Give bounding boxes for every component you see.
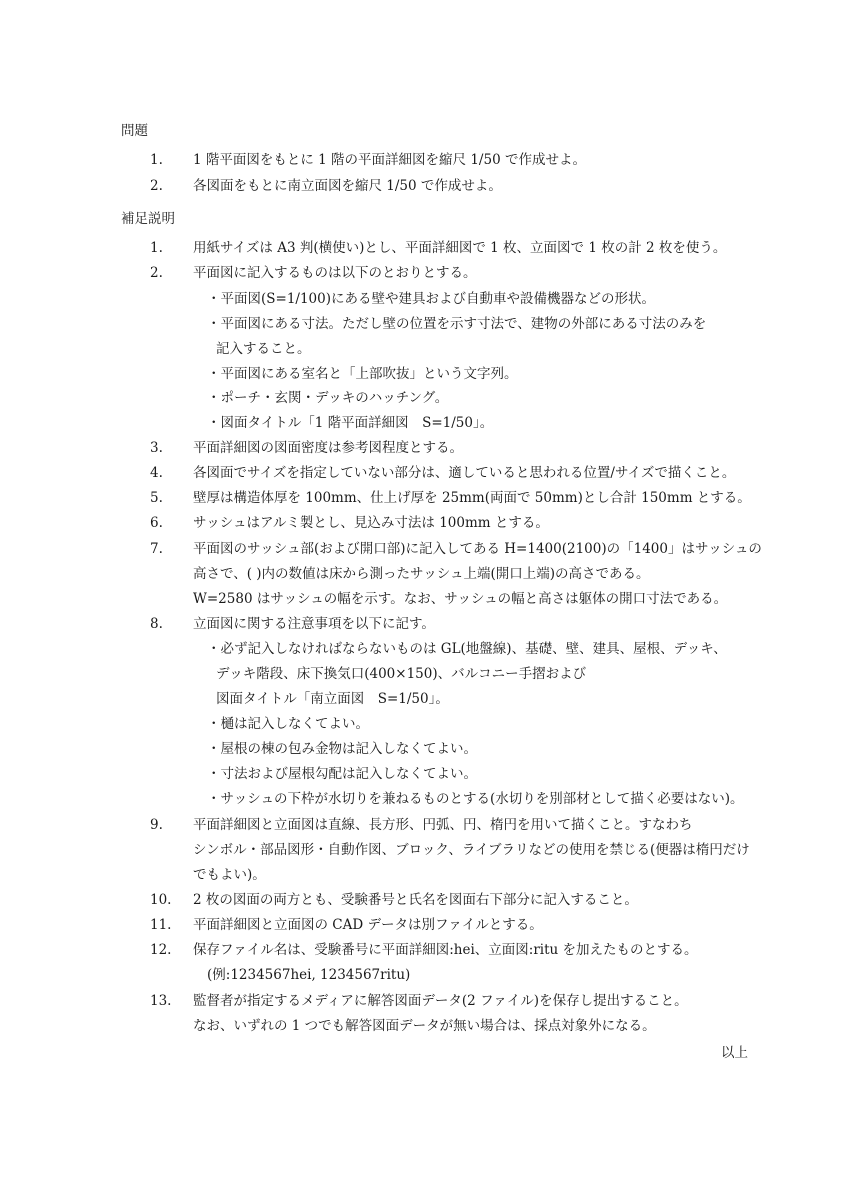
note-8-bullet: ・サッシュの下枠が水切りを兼ねるものとする(水切りを別部材として描く必要はない)。	[207, 791, 744, 807]
note-2-text: 平面図に記入するものは以下のとおりとする。	[193, 265, 477, 281]
note-2-bullet-continuation: 記入すること。	[216, 341, 311, 357]
note-8-text: 立面図に関する注意事項を以下に記す。	[193, 616, 435, 632]
note-13-line: なお、いずれの 1 つでも解答図面データが無い場合は、採点対象外になる。	[193, 1018, 656, 1034]
note-4-number: 4.	[150, 465, 163, 481]
note-3-text: 平面詳細図の図面密度は参考図程度とする。	[193, 440, 463, 456]
note-6-text: サッシュはアルミ製とし、見込み寸法は 100mm とする。	[193, 515, 549, 531]
note-9-line: でもよい)。	[193, 867, 266, 883]
note-10-number: 10.	[150, 892, 172, 908]
note-1-number: 1.	[150, 240, 163, 256]
note-2-bullet: ・ポーチ・玄関・デッキのハッチング。	[207, 390, 449, 406]
note-4-text: 各図面でサイズを指定していない部分は、適していると思われる位置/サイズで描くこと。	[193, 465, 736, 481]
note-7-line: 平面図のサッシュ部(および開口部)に記入してある H=1400(2100)の「1400」はサッシュの	[193, 541, 762, 557]
note-8-bullet-continuation: デッキ階段、床下換気口(400×150)、バルコニー手摺および	[216, 666, 587, 682]
note-1-text: 用紙サイズは A3 判(横使い)とし、平面詳細図で 1 枚、立面図で 1 枚の計 2 枚を使う。	[193, 240, 727, 256]
note-10-text: 2 枚の図面の両方とも、受験番号と氏名を図面右下部分に記入すること。	[193, 892, 638, 908]
note-2-bullet: ・平面図にある寸法。ただし壁の位置を示す寸法で、建物の外部にある寸法のみを	[207, 316, 707, 332]
note-3-number: 3.	[150, 440, 163, 456]
problem-item-1-text: 1 階平面図をもとに 1 階の平面詳細図を縮尺 1/50 で作成せよ。	[193, 152, 586, 168]
note-2-number: 2.	[150, 265, 163, 281]
note-8-bullet: ・必ず記入しなければならないものは GL(地盤線)、基礎、壁、建具、屋根、デッキ、	[207, 641, 727, 657]
note-9-number: 9.	[150, 817, 163, 833]
note-7-line: W=2580 はサッシュの幅を示す。なお、サッシュの幅と高さは躯体の開口寸法である。	[193, 591, 728, 607]
note-2-bullet: ・図面タイトル「1 階平面詳細図 S=1/50」。	[207, 415, 494, 431]
note-11-number: 11.	[150, 917, 172, 933]
note-9-line: シンボル・部品図形・自動作図、ブロック、ライブラリなどの使用を禁じる(便器は楕円だけ	[193, 842, 750, 858]
note-7-number: 7.	[150, 541, 163, 557]
problem-item-2-text: 各図面をもとに南立面図を縮尺 1/50 で作成せよ。	[193, 178, 502, 194]
note-12-line: 保存ファイル名は、受験番号に平面詳細図:hei、立面図:ritu を加えたものとする。	[193, 942, 698, 958]
note-8-number: 8.	[150, 616, 163, 632]
note-2-bullet: ・平面図(S=1/100)にある壁や建具および自動車や設備機器などの形状。	[207, 291, 655, 307]
note-12-example: (例:1234567hei, 1234567ritu)	[207, 967, 411, 983]
note-8-bullet: ・寸法および屋根勾配は記入しなくてよい。	[207, 766, 477, 782]
note-6-number: 6.	[150, 515, 163, 531]
note-13-number: 13.	[150, 993, 172, 1009]
note-7-line: 高さで、( )内の数値は床から測ったサッシュ上端(開口上端)の高さである。	[193, 566, 650, 582]
problem-item-1-number: 1.	[150, 152, 163, 168]
closing-text: 以上	[721, 1045, 748, 1061]
note-5-text: 壁厚は構造体厚を 100mm、仕上げ厚を 25mm(両面で 50mm)とし合計 150mm とする。	[193, 490, 751, 506]
note-9-line: 平面詳細図と立面図は直線、長方形、円弧、円、楕円を用いて描くこと。すなわち	[193, 817, 693, 833]
note-8-bullet: ・樋は記入しなくてよい。	[207, 716, 369, 732]
problem-item-2-number: 2.	[150, 178, 163, 194]
note-8-bullet: ・屋根の棟の包み金物は記入しなくてよい。	[207, 741, 477, 757]
notes-heading: 補足説明	[121, 211, 175, 227]
note-12-number: 12.	[150, 942, 172, 958]
note-11-text: 平面詳細図と立面図の CAD データは別ファイルとする。	[193, 917, 543, 933]
problem-heading: 問題	[121, 123, 148, 139]
note-5-number: 5.	[150, 490, 163, 506]
note-13-line: 監督者が指定するメディアに解答図面データ(2 ファイル)を保存し提出すること。	[193, 993, 688, 1009]
note-8-bullet-continuation: 図面タイトル「南立面図 S=1/50」。	[216, 691, 449, 707]
note-2-bullet: ・平面図にある室名と「上部吹抜」という文字列。	[207, 366, 518, 382]
